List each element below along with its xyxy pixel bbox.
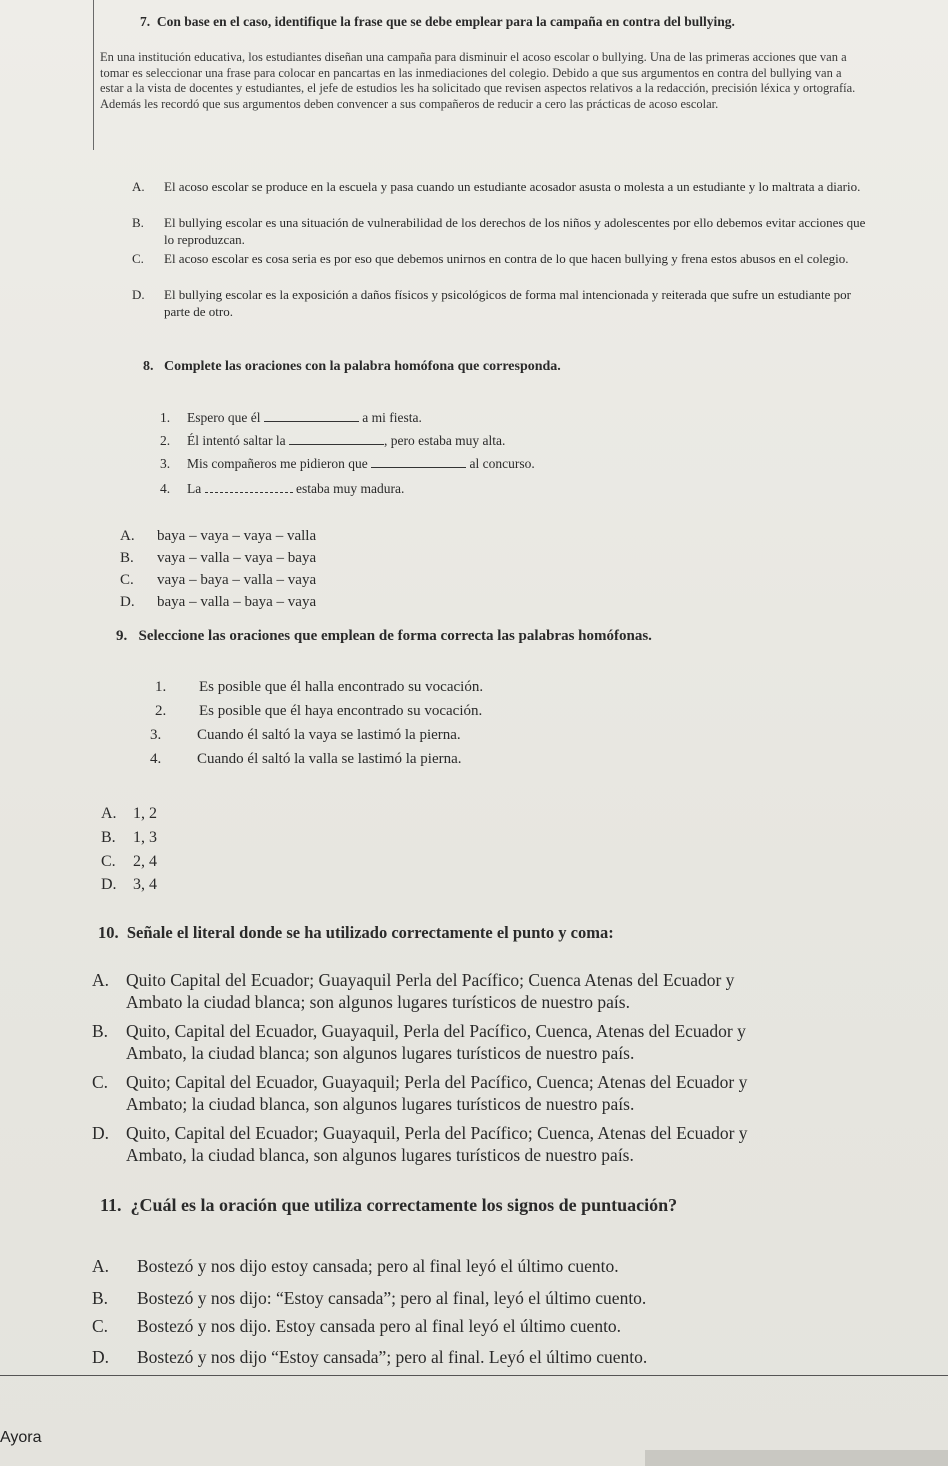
page-bottom-divider xyxy=(0,1375,948,1376)
q9-sentence-4-number: 4. xyxy=(150,751,162,767)
q7-option-c-letter: C. xyxy=(132,251,144,266)
footer-bar xyxy=(645,1450,948,1466)
q8-sentence-4 xyxy=(160,481,404,497)
q11-option-c-letter: C. xyxy=(92,1316,109,1336)
q9-sentence-4 xyxy=(150,751,462,767)
q7-option-a-letter: A. xyxy=(132,179,145,194)
q9-option-c-letter: C. xyxy=(101,853,116,870)
q11-option-d[interactable] xyxy=(92,1349,647,1365)
q10-title xyxy=(98,923,614,943)
q10-option-c[interactable] xyxy=(92,1071,927,1115)
q8-option-a-text: baya – vaya – vaya – valla xyxy=(157,528,317,544)
q9-number: 9. xyxy=(116,628,128,644)
q9-sentence-2-number: 2. xyxy=(155,703,167,719)
q8-blank-2[interactable] xyxy=(289,444,384,445)
q7-option-a-text: El acoso escolar se produce en la escuela y pasa cuando un estudiante acosador asusta o molesta a un estudiante y lo maltrata a diario. xyxy=(164,179,861,194)
q10-option-b-line1: Quito, Capital del Ecuador, Guayaquil, Perla del Pacífico, Cuenca, Atenas del Ecuador y xyxy=(126,1021,746,1041)
q10-number: 10. xyxy=(98,923,119,942)
q8-option-c-text: vaya – baya – valla – vaya xyxy=(157,572,317,588)
q9-sentence-3-number: 3. xyxy=(150,727,162,743)
q8-option-d-letter: D. xyxy=(120,594,135,610)
q8-sentence-3 xyxy=(160,456,535,472)
q8-sentence-4-number: 4. xyxy=(160,481,171,496)
q7-option-b-letter: B. xyxy=(132,215,144,230)
q7-option-c[interactable] xyxy=(132,250,877,267)
q11-title xyxy=(100,1195,677,1216)
q11-option-c[interactable] xyxy=(92,1318,621,1334)
q10-option-b-line2: Ambato, la ciudad blanca; son algunos lugares turísticos de nuestro país. xyxy=(126,1043,635,1063)
q9-sentence-1-text: Es posible que él halla encontrado su vocación. xyxy=(199,679,484,695)
q10-option-b[interactable] xyxy=(92,1020,927,1064)
margin-line xyxy=(93,0,94,150)
q11-title-text: ¿Cuál es la oración que utiliza correctamente los signos de puntuación? xyxy=(130,1195,678,1215)
q11-option-d-text: Bostezó y nos dijo “Estoy cansada”; pero al final. Leyó el último cuento. xyxy=(137,1347,648,1367)
q7-option-b-text: El bullying escolar es una situación de vulnerabilidad de los derechos de los niños y adolescentes por ello debemos evitar acciones que lo reproduzcan. xyxy=(164,215,866,247)
q10-option-d-line1: Quito, Capital del Ecuador; Guayaquil, Perla del Pacífico; Cuenca, Atenas del Ecuador y xyxy=(126,1123,748,1143)
q8-sentence-1-before: Espero que él xyxy=(187,410,261,425)
q10-option-d-letter: D. xyxy=(92,1123,110,1143)
q8-sentence-3-number: 3. xyxy=(160,456,171,471)
q8-sentence-2-before: Él intentó saltar la xyxy=(187,433,286,448)
q8-sentence-2 xyxy=(160,433,505,449)
q8-sentence-1 xyxy=(160,410,422,426)
q9-sentence-2 xyxy=(155,703,482,719)
q10-option-c-line2: Ambato; la ciudad blanca, son algunos lugares turísticos de nuestro país. xyxy=(126,1094,635,1114)
q8-sentence-2-after: , pero estaba muy alta. xyxy=(383,433,506,448)
q11-option-b-letter: B. xyxy=(92,1288,109,1308)
q7-option-d[interactable] xyxy=(132,286,877,320)
q10-option-c-line1: Quito; Capital del Ecuador, Guayaquil; Perla del Pacífico, Cuenca; Atenas del Ecuador y xyxy=(126,1072,748,1092)
q7-title-text: Con base en el caso, identifique la frase que se debe emplear para la campaña en contra del bullying. xyxy=(156,14,735,29)
q9-sentence-4-text: Cuando él saltó la valla se lastimó la pierna. xyxy=(197,751,462,767)
q7-option-c-text: El acoso escolar es cosa seria es por eso que debemos unirnos en contra de lo que hacen bullying y frena estos abusos en el colegio. xyxy=(164,251,849,266)
q9-option-a-letter: A. xyxy=(101,805,117,822)
q10-option-a[interactable] xyxy=(92,969,927,1013)
q7-option-b[interactable] xyxy=(132,214,877,248)
q11-option-b-text: Bostezó y nos dijo: “Estoy cansada”; pero al final, leyó el último cuento. xyxy=(137,1288,647,1308)
q10-option-d-line2: Ambato, la ciudad blanca, son algunos lugares turísticos de nuestro país. xyxy=(126,1145,634,1165)
q8-option-d[interactable] xyxy=(120,594,316,610)
q9-sentence-1-number: 1. xyxy=(155,679,167,695)
q8-sentence-4-after: estaba muy madura. xyxy=(296,481,405,496)
q7-number: 7. xyxy=(140,14,151,29)
q8-option-d-text: baya – valla – baya – vaya xyxy=(157,594,317,610)
q8-option-c-letter: C. xyxy=(120,572,134,588)
q9-sentence-3-text: Cuando él saltó la vaya se lastimó la pierna. xyxy=(197,727,461,743)
q8-option-c[interactable] xyxy=(120,572,316,588)
q8-option-a[interactable] xyxy=(120,528,316,544)
q8-sentence-1-number: 1. xyxy=(160,410,171,425)
q8-sentence-4-before: La xyxy=(187,481,202,496)
q8-sentence-3-before: Mis compañeros me pidieron que xyxy=(187,456,368,471)
q9-option-b-text: 1, 3 xyxy=(133,829,157,846)
q9-option-c-text: 2, 4 xyxy=(133,853,157,870)
q10-option-a-line2: Ambato la ciudad blanca; son algunos lugares turísticos de nuestro país. xyxy=(126,992,630,1012)
q8-option-b-text: vaya – valla – vaya – baya xyxy=(157,550,317,566)
q10-option-a-letter: A. xyxy=(92,970,110,990)
q11-option-a[interactable] xyxy=(92,1258,619,1274)
q9-title xyxy=(116,628,652,645)
q10-option-b-letter: B. xyxy=(92,1021,109,1041)
q9-option-b[interactable] xyxy=(101,830,157,846)
q11-option-d-letter: D. xyxy=(92,1347,110,1367)
q9-title-text: Seleccione las oraciones que emplean de forma correcta las palabras homófonas. xyxy=(138,628,652,644)
q9-option-d-letter: D. xyxy=(101,876,117,893)
q10-option-c-letter: C. xyxy=(92,1072,109,1092)
q8-title-text: Complete las oraciones con la palabra homófona que corresponda. xyxy=(164,359,561,374)
q10-option-d[interactable] xyxy=(92,1122,927,1166)
q8-number: 8. xyxy=(143,359,154,374)
q7-case-paragraph: En una institución educativa, los estudiantes diseñan una campaña para disminuir el acoso escolar o bullying. Una de las primeras acciones que van a tomar es seleccionar una frase para colocar en pancartas en las inmediaciones del colegio. Debido a que sus argumentos en contra del bullying van a estar a la vista de docentes y estudiantes, el jefe de estudios les ha solicitado que revisen aspectos relativos a la redacción, precisión léxica y ortografía. Además les recordó que sus argumentos deben convencer a sus compañeros de reducir a cero las prácticas de acoso escolar. xyxy=(100,50,856,111)
q9-sentence-1 xyxy=(155,679,483,695)
q9-sentence-3 xyxy=(150,727,461,743)
q10-title-text: Señale el literal donde se ha utilizado correctamente el punto y coma: xyxy=(126,923,614,942)
q8-blank-1[interactable] xyxy=(264,421,359,422)
q8-sentence-3-after: al concurso. xyxy=(469,456,535,471)
q8-blank-3[interactable] xyxy=(371,467,466,468)
q8-title xyxy=(143,359,561,375)
q11-option-a-letter: A. xyxy=(92,1256,110,1276)
q11-option-a-text: Bostezó y nos dijo estoy cansada; pero al final leyó el último cuento. xyxy=(137,1256,619,1276)
q7-option-a[interactable] xyxy=(132,178,877,195)
q7-option-d-text: El bullying escolar es la exposición a daños físicos y psicológicos de forma mal intencionada y reiterada que sufre un estudiante por parte de otro. xyxy=(164,287,851,319)
q7-option-d-letter: D. xyxy=(132,287,145,302)
q8-sentence-1-after: a mi fiesta. xyxy=(362,410,422,425)
q9-option-d-text: 3, 4 xyxy=(133,876,157,893)
q9-option-a-text: 1, 2 xyxy=(133,805,157,822)
q11-option-b[interactable] xyxy=(92,1290,646,1306)
q9-option-a[interactable] xyxy=(101,806,157,822)
footer-name: Ayora xyxy=(0,1429,42,1446)
q9-option-d[interactable] xyxy=(101,877,157,893)
q11-number: 11. xyxy=(100,1195,122,1215)
q10-option-a-line1: Quito Capital del Ecuador; Guayaquil Perla del Pacífico; Cuenca Atenas del Ecuador y xyxy=(126,970,735,990)
q8-option-b-letter: B. xyxy=(120,550,134,566)
q8-blank-4[interactable] xyxy=(205,492,293,493)
q9-option-c[interactable] xyxy=(101,854,157,870)
q11-option-c-text: Bostezó y nos dijo. Estoy cansada pero al final leyó el último cuento. xyxy=(137,1316,622,1336)
q8-option-a-letter: A. xyxy=(120,528,135,544)
q8-sentence-2-number: 2. xyxy=(160,433,171,448)
q8-option-b[interactable] xyxy=(120,550,316,566)
q7-title xyxy=(140,14,897,29)
q9-option-b-letter: B. xyxy=(101,829,116,846)
q9-sentence-2-text: Es posible que él haya encontrado su vocación. xyxy=(199,703,483,719)
